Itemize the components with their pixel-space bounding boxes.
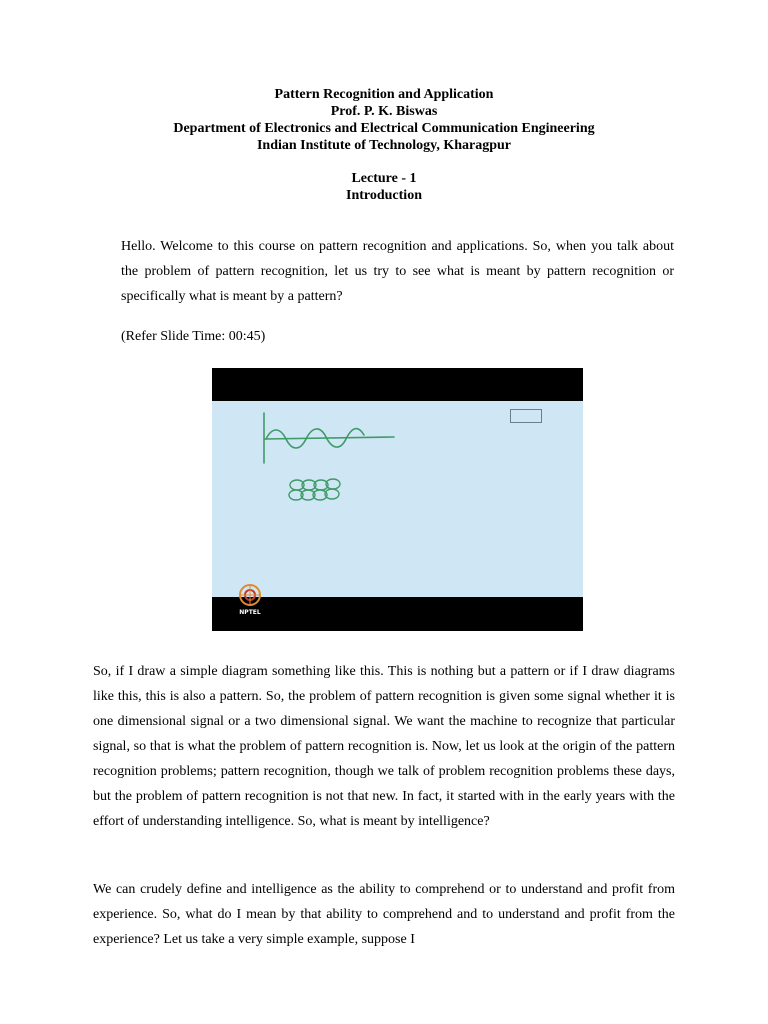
- body-paragraph-1: So, if I draw a simple diagram something like this. This is nothing but a pattern or if I draw diagrams like this, this is also a pattern. So, the problem of pattern recognition is given some signal whether it is one dimensional signal or a two dimensional signal. We want the machine to recognize that particular signal, so that is what the problem of pattern recognition is. Now, let us look at the origin of the pattern recognition problems; pattern recognition, though we talk of problem recognition problems these days, but the problem of pattern recognition is not that new. In fact, it started with in the early years with the effort of understanding intelligence. So, what is meant by intelligence?: [93, 664, 675, 829]
- timestamp-stamp: [510, 409, 542, 423]
- lecture-heading: [0, 170, 768, 204]
- professor-name: Prof. P. K. Biswas: [330, 104, 438, 119]
- lecture-slide-image: [212, 368, 583, 631]
- refer-slide-time: (Refer Slide Time: 00:45): [121, 329, 266, 344]
- body-paragraph-2: We can crudely define and intelligence as the ability to comprehend or to understand and profit from experience. So, what do I mean by that ability to comprehend and to understand and profit from the experience? Let us take a very simple example, suppose I: [93, 882, 675, 947]
- intro-paragraph: Hello. Welcome to this course on pattern recognition and applications. So, when you talk about the problem of pattern recognition, let us try to see what is meant by pattern recognition or specifically what is meant by a pattern?: [121, 239, 674, 304]
- pattern-drawing: [212, 401, 583, 597]
- nptel-emblem-icon: [234, 583, 266, 609]
- lecture-title: Introduction: [346, 188, 422, 203]
- course-title: Pattern Recognition and Application: [274, 87, 494, 102]
- lecture-number: Lecture - 1: [351, 171, 417, 186]
- whiteboard: [212, 401, 583, 597]
- document-header: [0, 86, 768, 154]
- signal-axis: [264, 413, 394, 463]
- department-name: Department of Electronics and Electrical Communication Engineering: [173, 121, 595, 136]
- nptel-logo-text: NPTEL: [239, 609, 261, 616]
- nptel-logo: [234, 583, 266, 619]
- institute-name: Indian Institute of Technology, Kharagpur: [256, 138, 511, 153]
- oval-pattern: [289, 479, 340, 500]
